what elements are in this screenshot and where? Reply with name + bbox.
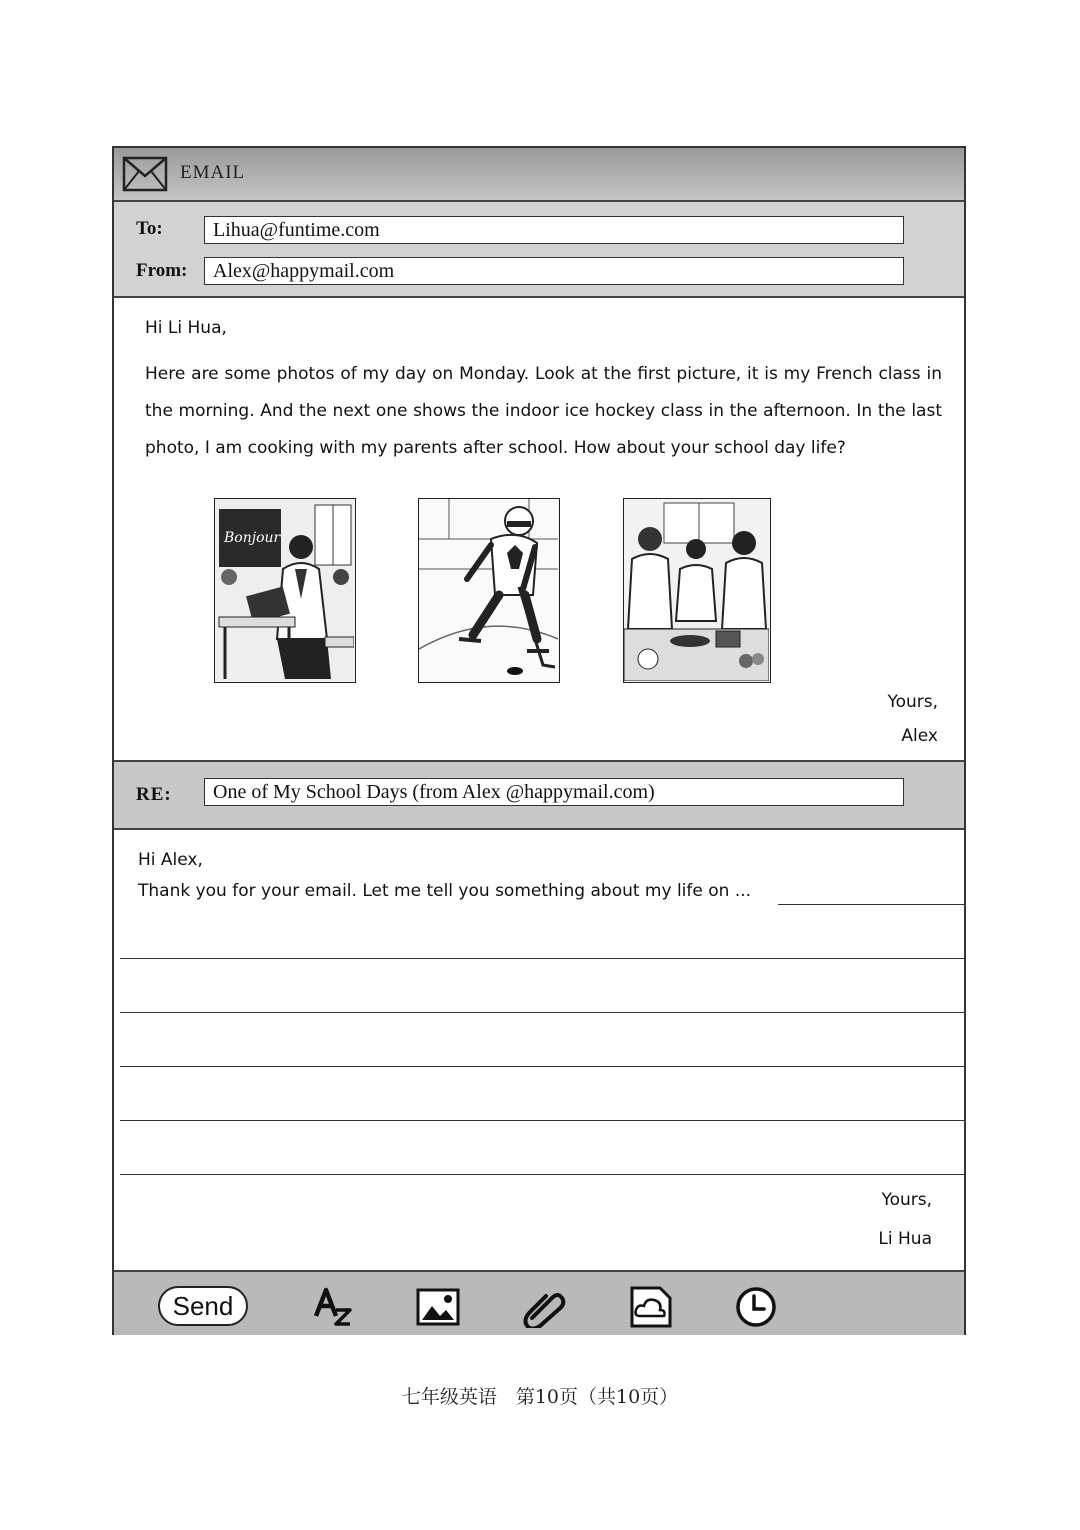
to-label: To: bbox=[136, 218, 163, 239]
compose-toolbar bbox=[114, 1270, 964, 1335]
email-window bbox=[112, 146, 966, 1335]
subject-field[interactable]: One of My School Days (from Alex @happymail.com) bbox=[204, 778, 904, 806]
to-field[interactable]: Lihua@funtime.com bbox=[204, 216, 904, 244]
envelope-icon bbox=[122, 156, 168, 192]
title-bar bbox=[114, 148, 964, 202]
page-footer: 七年级英语 第10页（共10页） bbox=[401, 1386, 679, 1408]
photo-family-cooking bbox=[623, 498, 771, 683]
message-signature: Alex bbox=[901, 726, 938, 746]
message-closing: Yours, bbox=[887, 692, 938, 712]
send-button[interactable]: Send bbox=[158, 1286, 248, 1326]
message-body: Here are some photos of my day on Monday. Look at the first picture, it is my French class in the morning. And the next one shows the indoor ice hockey class in the afternoon. In the last photo, I am cooking with my parents after school. How about your school day life? bbox=[145, 364, 942, 458]
writing-line[interactable] bbox=[120, 1012, 966, 1013]
image-icon[interactable] bbox=[416, 1286, 460, 1328]
reply-compose-area[interactable] bbox=[114, 830, 964, 1270]
ice-hockey-player-illustration-icon bbox=[419, 499, 558, 681]
message-greeting: Hi Li Hua, bbox=[145, 318, 227, 338]
reply-greeting: Hi Alex, bbox=[138, 850, 203, 870]
writing-line[interactable] bbox=[120, 1066, 966, 1067]
window-title: EMAIL bbox=[180, 162, 246, 183]
writing-line[interactable] bbox=[778, 904, 966, 905]
reply-subject-bar bbox=[114, 762, 964, 830]
re-label: RE: bbox=[136, 784, 172, 805]
writing-line[interactable] bbox=[120, 1120, 966, 1121]
reply-lead: Thank you for your email. Let me tell you something about my life on ... bbox=[138, 881, 752, 901]
writing-line[interactable] bbox=[120, 1174, 966, 1175]
photo-french-class bbox=[214, 498, 356, 683]
email-header bbox=[114, 202, 964, 298]
family-cooking-illustration-icon bbox=[624, 499, 769, 681]
board-text: Bonjour bbox=[224, 530, 281, 546]
from-label: From: bbox=[136, 260, 188, 281]
text-format-icon[interactable] bbox=[312, 1286, 356, 1328]
french-class-illustration-icon bbox=[215, 499, 354, 681]
writing-line[interactable] bbox=[120, 958, 966, 959]
from-field[interactable]: Alex@happymail.com bbox=[204, 257, 904, 285]
reply-signature: Li Hua bbox=[878, 1229, 932, 1249]
reply-closing: Yours, bbox=[881, 1190, 932, 1210]
received-message bbox=[114, 298, 964, 762]
attachment-icon[interactable] bbox=[522, 1286, 566, 1328]
clock-icon[interactable] bbox=[734, 1286, 778, 1328]
photo-ice-hockey bbox=[418, 498, 560, 683]
cloud-icon[interactable] bbox=[628, 1286, 672, 1328]
